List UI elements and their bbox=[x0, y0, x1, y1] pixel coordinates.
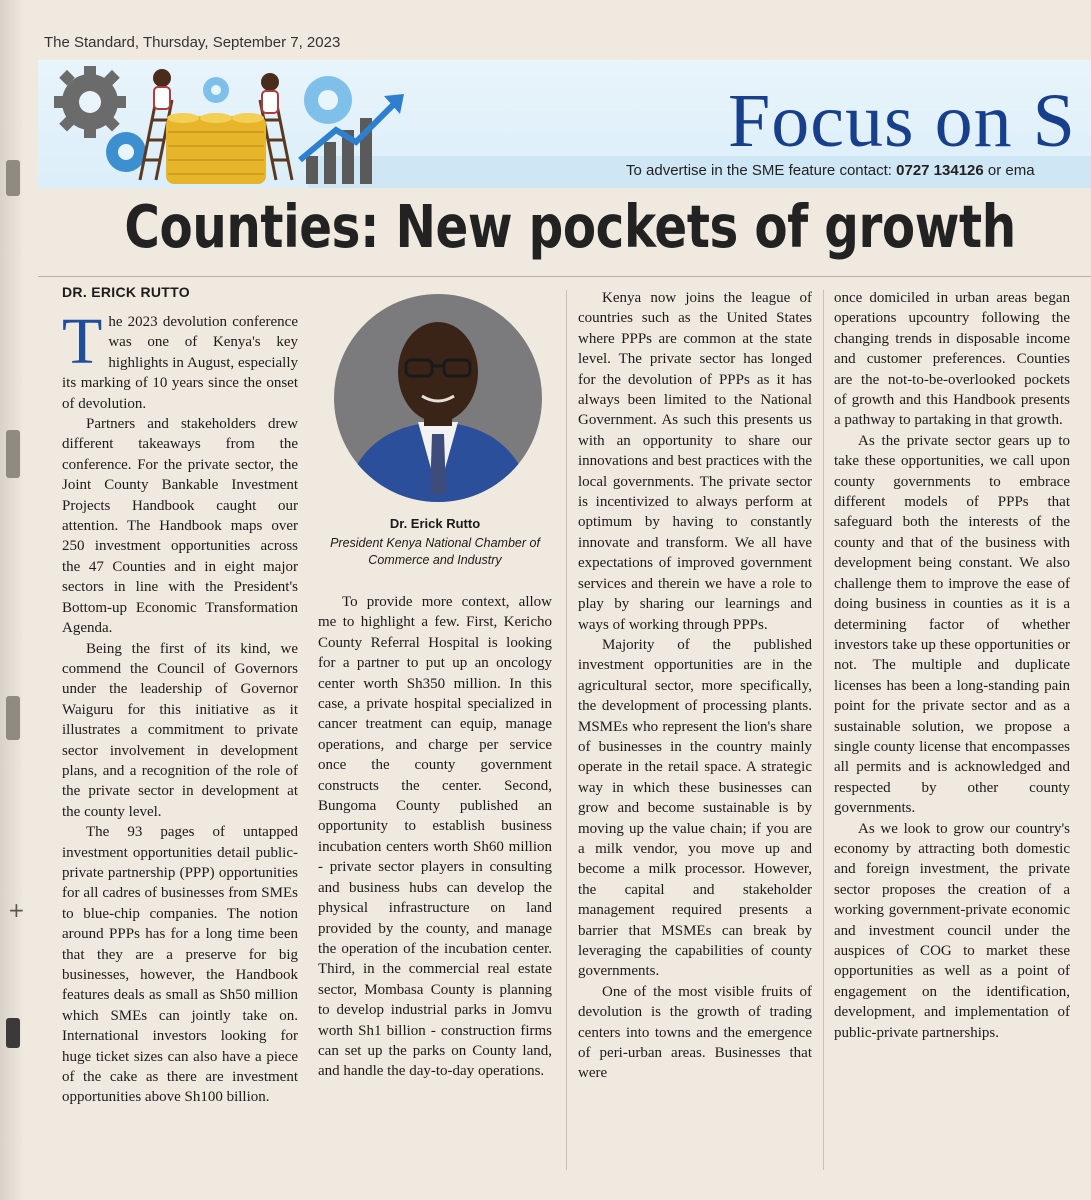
paragraph: As the private sector gears up to take these opportunities, we call upon county governments to embrace different models of PPPs that safeguard both the interests of the county and that of the business with development being constant. We also challenge them to improve the ease of doing business in counties as it is a determining factor of whether investors take up these opportunities or not. The multiple and duplicate licenses has been a long-standing pain point for the private sector and as a sustainable solution, we propose a single county license that encompasses all permits and is acknowledged and respected by other county governments. bbox=[834, 432, 1070, 817]
binder-tab bbox=[6, 160, 20, 196]
column-divider bbox=[566, 290, 567, 1170]
bar-graph-icon bbox=[306, 118, 372, 184]
paragraph: Kenya now joins the league of countries such as the United States where PPPs are common at the state level. The private sector has longed for the devolution of PPPs as it has always been limited to the National Government. As such this presents us with an opportunity to share our innovations and best practices with the local governments. The private sector is incentivized to always perform at optimum by having to constantly innovate and transform. We all have expectations of improved government services and therein we have a role to play by sharing our learnings and ways of working through PPPs. bbox=[578, 290, 812, 633]
ad-text: To advertise in the SME feature contact: bbox=[626, 162, 897, 179]
article-column-1 bbox=[62, 305, 298, 1108]
paragraph: Being the first of its kind, we commend the Council of Governors under the leadership of Governor Waiguru for this initiative as it illustrates a commitment to private sector involvement in development plans, and a recognition of the role of the private sector in development at the county level. bbox=[62, 640, 298, 820]
headline-rule bbox=[38, 276, 1091, 277]
binder-tab bbox=[6, 696, 20, 740]
article-column-3 bbox=[578, 288, 812, 1084]
paragraph: Majority of the published investment opportunities are in the agricultural sector, more specifically, the development of processing plants. MSMEs who represent the lion's share of businesses in the country mainly operate in the retail space. A strategic way in which these businesses can grow and become sustainable is by moving up the value chain; if you are a milk vendor, you move up and become a milk processor. However, the capital and stakeholder management required presents a barrier that MSMEs can break by leveraging the capabilities of county governments. bbox=[578, 636, 812, 980]
caption-role: President Kenya National Chamber of Commerce and Industry bbox=[330, 536, 540, 567]
paragraph: To provide more context, allow me to highlight a few. First, Kericho County Referral Hospital is looking for a partner to put up an oncology center worth Sh350 million. In this case, a private hospital specialized in cancer treatment can equip, manage operations, and charge per service once the county government constructs the center. Second, Bungoma County published an opportunity to establish business incubation centers worth Sh60 million - private sector players in consulting and business hubs can develop the physical infrastructure on land provided by the county, and manage the operation of the incubation center. Third, in the commercial real estate sector, Mombasa County is planning to develop industrial parks in Jomvu worth Sh1 billion - construction firms can set up the parks on County land, and handle the day-to-day operations. bbox=[318, 594, 552, 1080]
article-headline: Counties: New pockets of growth bbox=[124, 192, 1016, 261]
article-column-2 bbox=[318, 592, 552, 1082]
coin-stack-icon bbox=[166, 113, 266, 184]
banner-title: Focus on S bbox=[728, 79, 1076, 163]
author-byline: DR. ERICK RUTTO bbox=[62, 284, 190, 300]
person-icon bbox=[153, 69, 171, 109]
gear-icon bbox=[106, 132, 146, 172]
masthead-date: The Standard, Thursday, September 7, 2023 bbox=[44, 34, 341, 51]
binder-tab bbox=[6, 430, 20, 478]
binder-tab bbox=[6, 1018, 20, 1048]
crop-mark-icon: + bbox=[8, 898, 25, 922]
ad-phone: 0727 134126 bbox=[896, 162, 984, 179]
gear-icon bbox=[304, 76, 352, 124]
column-divider bbox=[823, 290, 824, 1170]
drop-cap: T bbox=[62, 305, 103, 378]
gear-icon bbox=[203, 77, 229, 103]
paragraph: once domiciled in urban areas began operations upcountry following the changing trends in disposable income and customer preferences. Counties are the not-to-be-overlooked pockets of growth and this Handbook presents a pathway to partaking in that growth. bbox=[834, 290, 1070, 429]
author-portrait bbox=[334, 294, 542, 502]
ad-tail: or ema bbox=[983, 162, 1035, 179]
sme-banner bbox=[38, 60, 1091, 188]
person-icon bbox=[261, 73, 279, 113]
paragraph-text: he 2023 devolution conference was one of Kenya's key highlights in August, especially its marking of 10 years since the onset of devolution. bbox=[62, 314, 298, 412]
paragraph: One of the most visible fruits of devolution is the growth of trading centers into towns and the emergence of peri-urban areas. Businesses that were bbox=[578, 983, 812, 1082]
caption-name: Dr. Erick Rutto bbox=[389, 516, 481, 531]
article-column-4 bbox=[834, 288, 1070, 1043]
banner-illustration bbox=[38, 60, 458, 188]
paragraph: Partners and stakeholders drew different takeaways from the conference. For the private sector, the Joint County Bankable Investment Projects Handbook caught our attention. The Handbook maps over 250 investment opportunities across the 47 Counties and in eight major sectors in line with the President's Bottom-up Economic Transformation Agenda. bbox=[62, 416, 298, 637]
paragraph: The 93 pages of untapped investment opportunities detail public-private partnership (PPP) opportunities for all cadres of businesses from SMEs to blue-chip companies. The notion around PPPs has for a long time been that they are a preserve for big businesses, however, the Handbook features deals as small as Sh50 million which SMEs can jointly take on. International investors looking for huge ticket sizes can also have a piece of the cake as there are investment opportunities above Sh100 billion. bbox=[62, 824, 298, 1106]
gear-icon bbox=[54, 66, 126, 138]
advertising-contact bbox=[626, 162, 1035, 179]
paragraph: As we look to grow our country's economy by attracting both domestic and foreign investment, the private sector proposes the creation of a working government-private economic and investment council under the auspices of COG to market these opportunities as well as a point of engagement on the identification, development, and implementation of public-private partnerships. bbox=[834, 820, 1070, 1041]
paragraph bbox=[62, 305, 298, 414]
